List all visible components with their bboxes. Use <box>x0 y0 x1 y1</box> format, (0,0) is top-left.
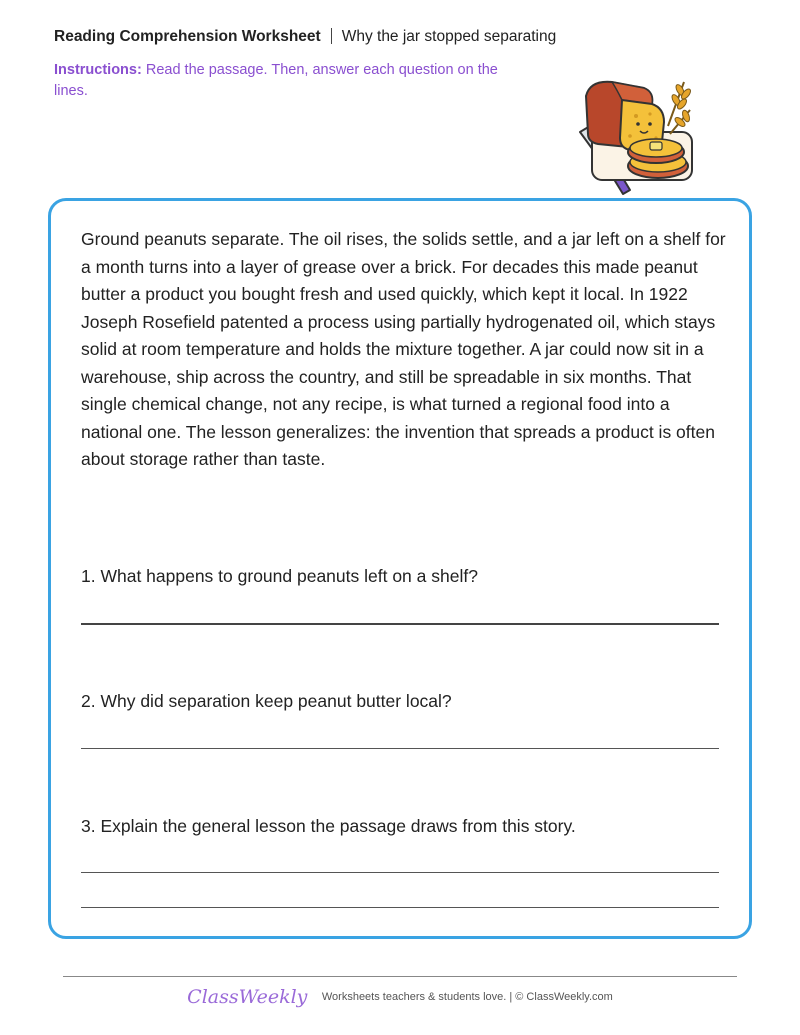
worksheet-title: Reading Comprehension Worksheet <box>54 28 321 45</box>
answer-line-3b[interactable] <box>81 907 719 908</box>
question-2: 2. Why did separation keep peanut butter local? <box>81 691 452 711</box>
answer-line-1[interactable] <box>81 623 719 625</box>
instructions-label: Instructions: <box>54 62 142 78</box>
worksheet-subtitle: Why the jar stopped separating <box>341 28 557 45</box>
footer-divider <box>63 976 737 977</box>
title-divider <box>331 28 332 44</box>
footer-tagline: Worksheets teachers & students love. | © ClassWeekly.com <box>321 991 613 1003</box>
answer-line-3a[interactable] <box>81 872 719 873</box>
bread-loaf-icon <box>572 74 700 196</box>
instructions-text: Read the passage. Then, answer each question on the lines. <box>54 62 498 99</box>
wheat-icon <box>668 82 692 134</box>
answer-line-2[interactable] <box>81 748 719 749</box>
passage-text: Ground peanuts separate. The oil rises, the solids settle, and a jar left on a shelf for a month turns into a layer of grease over a brick. For decades this made peanut butter a product you bought fresh and used quickly, which kept it local. In 1922 Joseph Rosefield patented a process using partially hydrogenated oil, which stays solid at room temperature and holds the mixture together. A jar could now sit in a warehouse, ship across the country, and still be spreadable in six months. That single chemical change, not any recipe, is what turned a regional food into a national one. The lesson generalizes: the invention that spreads a product is often about storage rather than taste. <box>81 229 726 469</box>
question-1: 1. What happens to ground peanuts left on a shelf? <box>81 566 478 586</box>
footer <box>0 986 800 1008</box>
worksheet-header <box>54 28 556 46</box>
question-3: 3. Explain the general lesson the passage draws from this story. <box>81 816 576 836</box>
instructions <box>54 60 514 102</box>
brand-logo: ClassWeekly <box>187 986 308 1008</box>
